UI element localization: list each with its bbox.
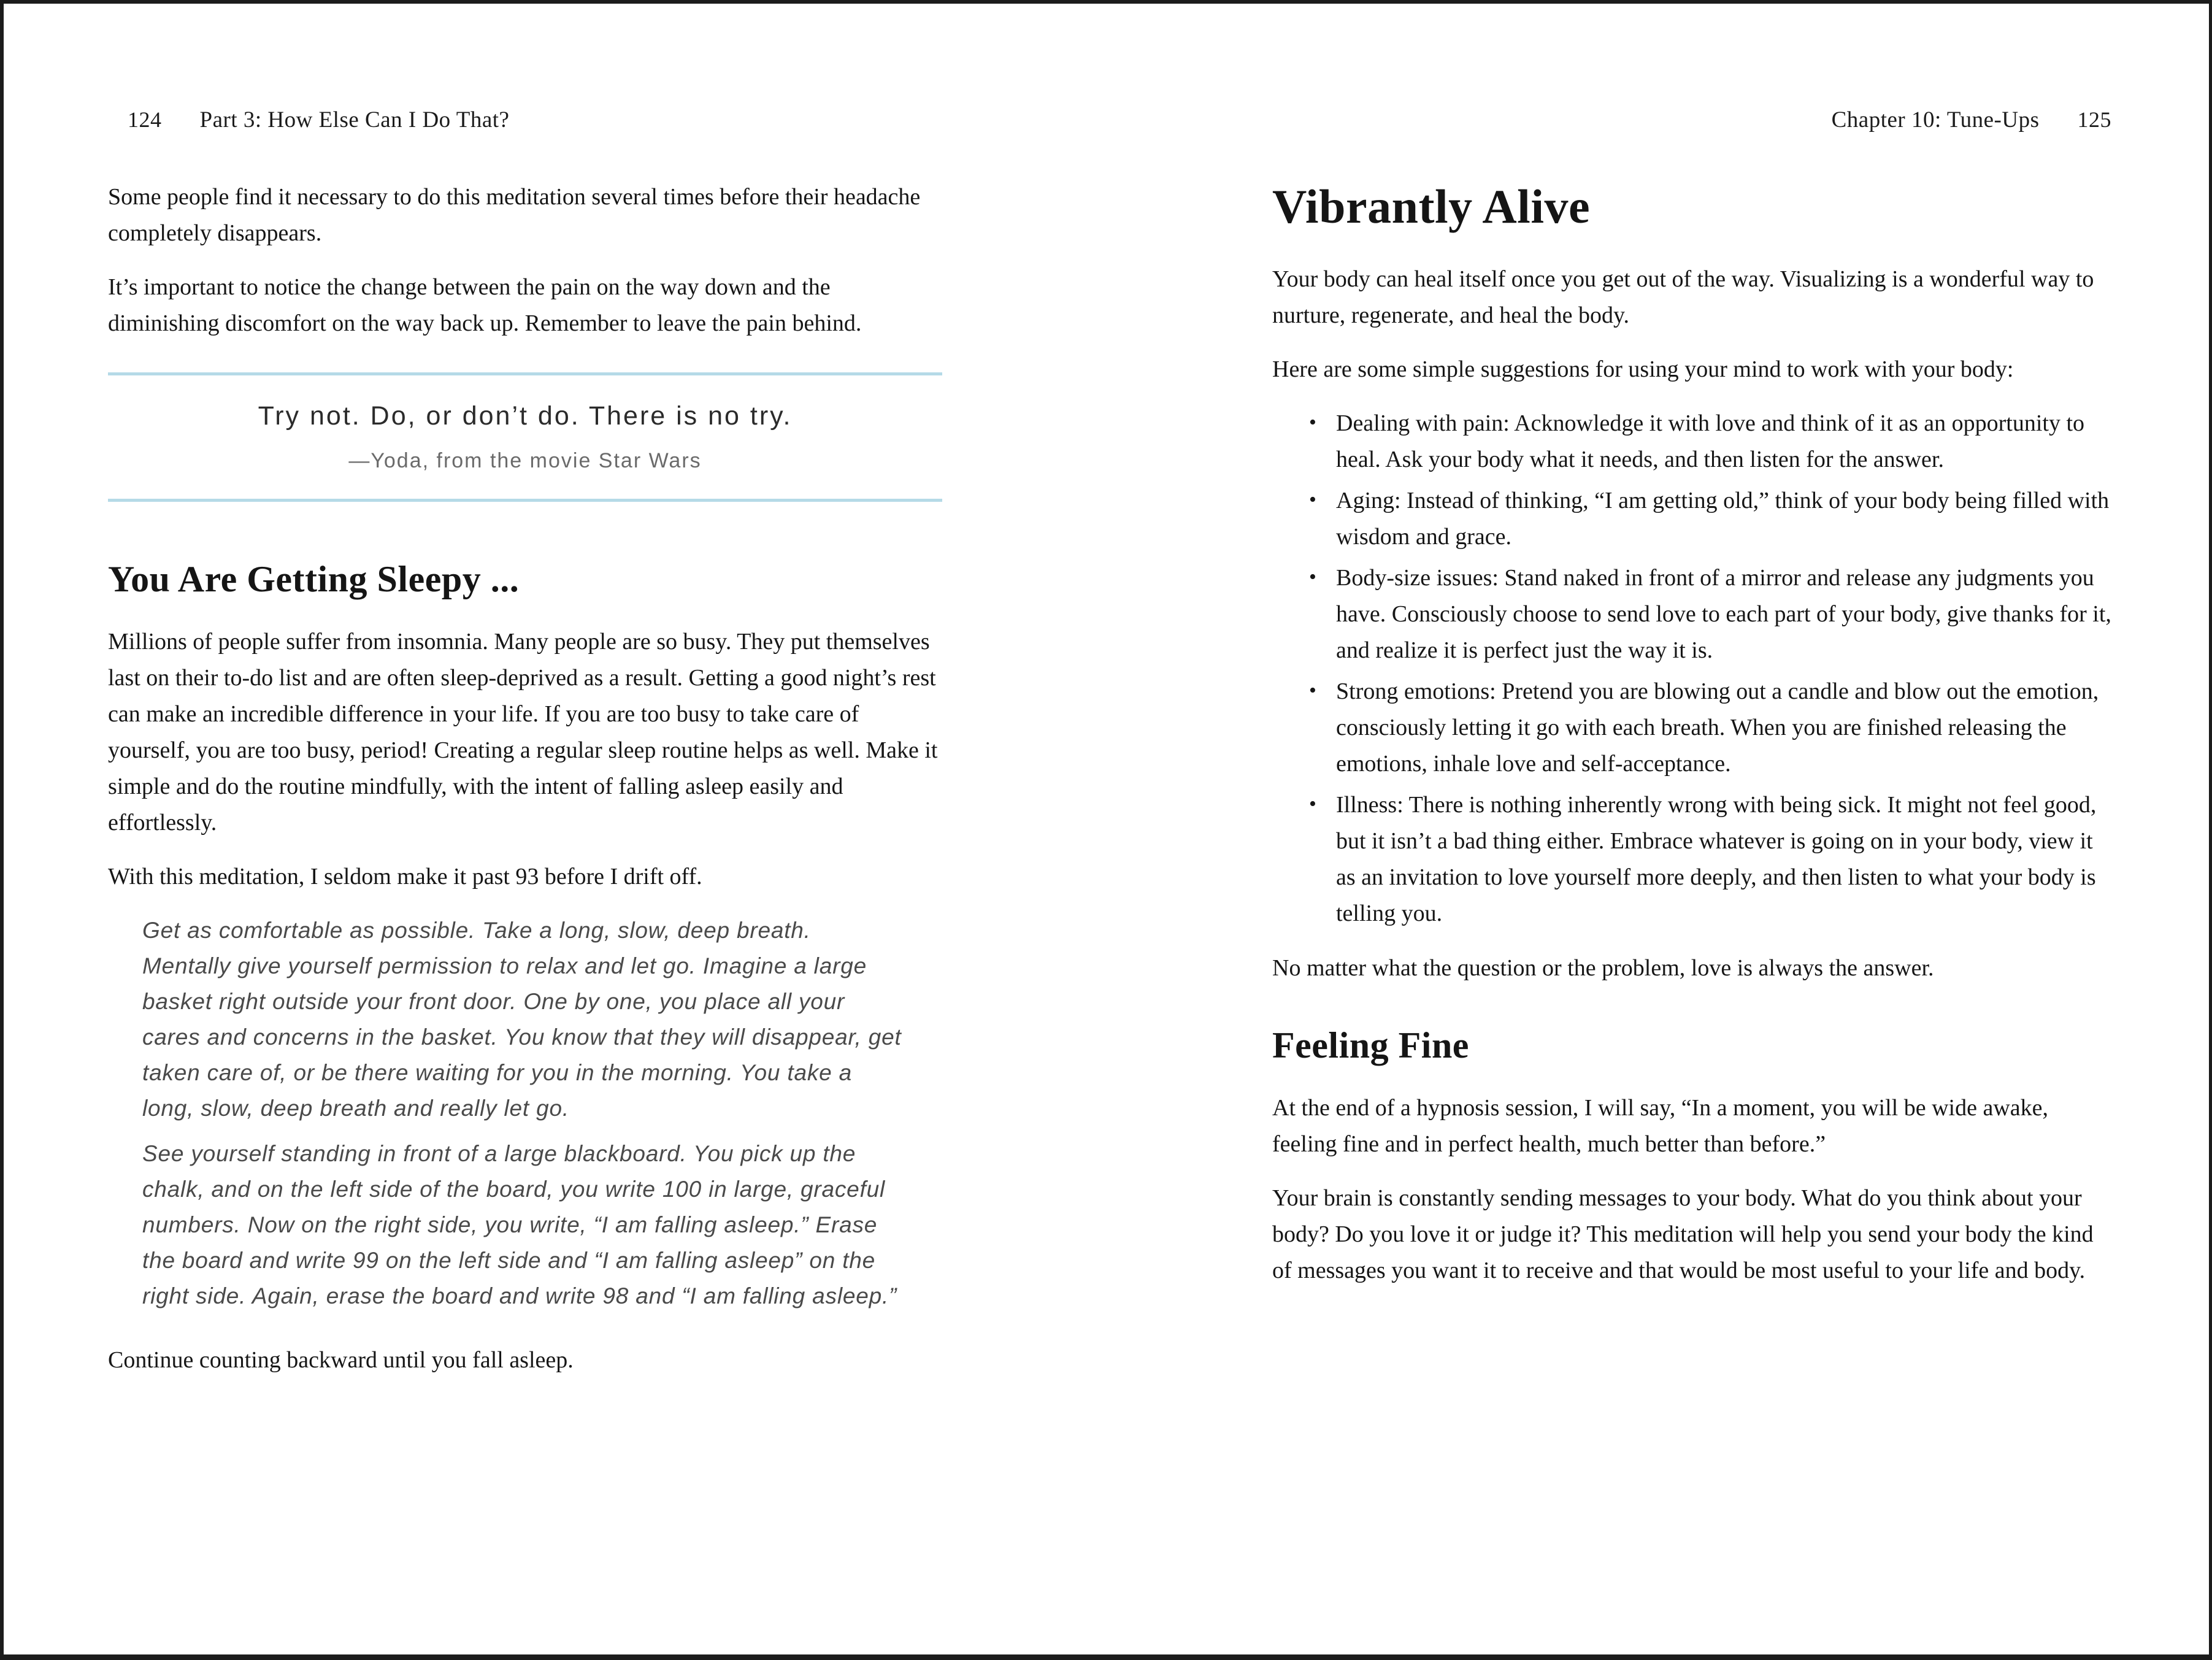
paragraph: At the end of a hypnosis session, I will say, “In a moment, you will be wide awake, feeling fine and in perfect health, much better than before.” bbox=[1272, 1095, 2049, 1157]
bullet-icon: • bbox=[1309, 793, 1316, 815]
section-heading-vibrantly-alive: Vibrantly Alive bbox=[1272, 180, 1591, 233]
paragraph: Your body can heal itself once you get out of the way. Visualizing is a wonderful way to nurture, regenerate, and heal the body. bbox=[1272, 266, 2094, 328]
page-right-content bbox=[1272, 179, 2111, 1307]
paragraph: Some people find it necessary to do this meditation several times before their headache completely disappears. bbox=[108, 184, 921, 246]
list-item bbox=[1272, 483, 2111, 555]
list-item bbox=[1272, 787, 2111, 932]
list-item bbox=[1272, 405, 2111, 478]
paragraph: Your brain is constantly sending messages to your body. What do you think about your body? Do you love it or judge it? This meditation will help you send your body the kind of messages you want it to receive and that would be most useful to your life and body. bbox=[1272, 1185, 2094, 1283]
list-item-text: Body-size issues: Stand naked in front of a mirror and release any judgments you have. Consciously choose to send love to each part of your body, give thanks for it, and realize it is perfect just the way it is. bbox=[1336, 565, 2111, 663]
meditation-paragraph: Get as comfortable as possible. Take a long, slow, deep breath. Mentally give yourself permission to relax and let go. Imagine a large basket right outside your front door. One by one, you place all your cares and concerns in the basket. You know that they will disappear, get taken care of, or be there waiting for you in the morning. You take a long, slow, deep breath and really let go. bbox=[142, 918, 902, 1121]
running-head-left-title: Part 3: How Else Can I Do That? bbox=[199, 107, 510, 133]
pull-quote-attribution: —Yoda, from the movie Star Wars bbox=[348, 449, 702, 472]
suggestions-list bbox=[1272, 405, 2111, 932]
paragraph: With this meditation, I seldom make it past 93 before I drift off. bbox=[108, 864, 702, 890]
bullet-icon: • bbox=[1309, 566, 1316, 588]
section-heading-sleepy: You Are Getting Sleepy ... bbox=[108, 559, 520, 599]
list-item-text: Illness: There is nothing inherently wrong with being sick. It might not feel good, but it isn’t a bad thing either. Embrace whatever is going on in your body, view it as an invitation to love yourself more deeply, and then listen to what your body is telling you. bbox=[1336, 792, 2097, 926]
running-head-left bbox=[108, 107, 942, 133]
running-head-right bbox=[1272, 107, 2111, 133]
section-heading-feeling-fine: Feeling Fine bbox=[1272, 1025, 1469, 1066]
bullet-icon: • bbox=[1309, 488, 1316, 511]
pull-quote bbox=[108, 372, 942, 502]
list-item-text: Dealing with pain: Acknowledge it with love and think of it as an opportunity to heal. Ask your body what it needs, and then listen for the answer. bbox=[1336, 410, 2085, 472]
paragraph: No matter what the question or the problem, love is always the answer. bbox=[1272, 955, 1934, 981]
pull-quote-text: Try not. Do, or don’t do. There is no try. bbox=[258, 401, 793, 431]
list-item-text: Aging: Instead of thinking, “I am getting old,” think of your body being filled with wisdom and grace. bbox=[1336, 488, 2110, 550]
running-head-right-title: Chapter 10: Tune-Ups bbox=[1831, 107, 2040, 133]
bullet-icon: • bbox=[1309, 679, 1316, 702]
paragraph: It’s important to notice the change between the pain on the way down and the diminishing discomfort on the way back up. Remember to leave the pain behind. bbox=[108, 274, 862, 336]
paragraph: Continue counting backward until you fall asleep. bbox=[108, 1347, 574, 1373]
meditation-script bbox=[108, 913, 942, 1314]
list-item bbox=[1272, 674, 2111, 782]
page-number-right: 125 bbox=[2077, 107, 2111, 132]
paragraph: Millions of people suffer from insomnia. Many people are so busy. They put themselves last on their to-do list and are often sleep-deprived as a result. Getting a good night’s rest can make an incredible difference in your life. If you are too busy to take care of yourself, you are too busy, period! Creating a regular sleep routine helps as well. Make it simple and do the routine mindfully, with the intent of falling asleep easily and effortlessly. bbox=[108, 629, 938, 836]
meditation-paragraph: See yourself standing in front of a large blackboard. You pick up the chalk, and on the left side of the board, you write 100 in large, graceful numbers. Now on the right side, you write, “I am falling asleep.” Erase the board and write 99 on the left side and “I am falling asleep” on the right side. Again, erase the board and write 98 and “I am falling asleep.” bbox=[142, 1141, 897, 1308]
list-item-text: Strong emotions: Pretend you are blowing out a candle and blow out the emotion, consciously letting it go with each breath. When you are finished releasing the emotions, inhale love and self-acceptance. bbox=[1336, 678, 2099, 777]
page-left-content bbox=[108, 179, 942, 1396]
page-number-left: 124 bbox=[128, 107, 162, 132]
paragraph: Here are some simple suggestions for using your mind to work with your body: bbox=[1272, 356, 2014, 382]
bullet-icon: • bbox=[1309, 411, 1316, 434]
list-item bbox=[1272, 560, 2111, 669]
